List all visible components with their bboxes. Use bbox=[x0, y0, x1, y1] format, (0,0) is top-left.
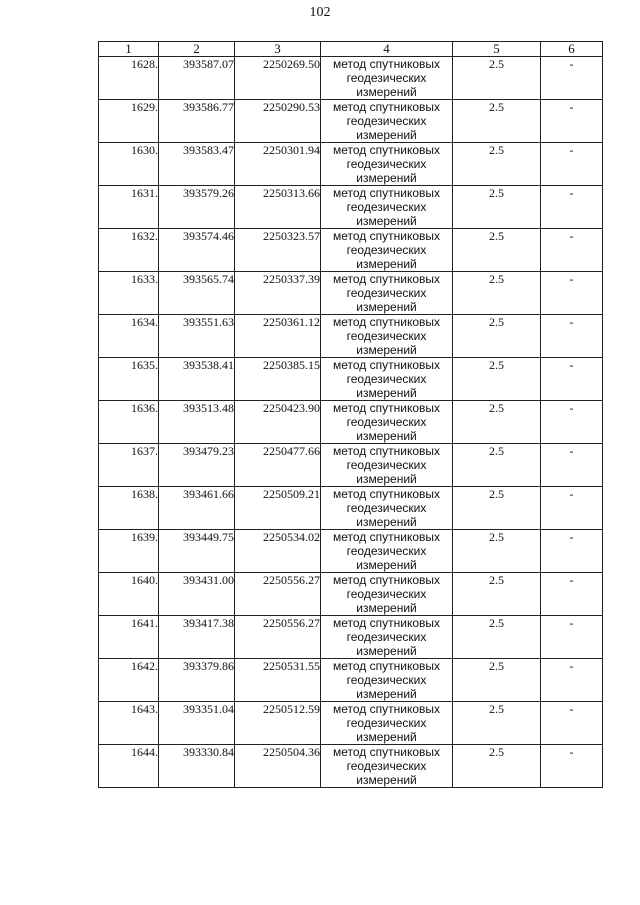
table-row bbox=[99, 530, 603, 573]
accuracy-cell: 2.5 bbox=[453, 616, 541, 659]
coordinate-y-cell: 2250556.27 bbox=[235, 573, 321, 616]
method-cell: метод спутниковых геодезических измерений bbox=[321, 57, 453, 100]
method-cell: метод спутниковых геодезических измерений bbox=[321, 100, 453, 143]
point-number-cell: 1644. bbox=[99, 745, 159, 788]
accuracy-cell: 2.5 bbox=[453, 487, 541, 530]
note-cell: - bbox=[541, 659, 603, 702]
column-header-3: 3 bbox=[235, 42, 321, 57]
table-row bbox=[99, 229, 603, 272]
table-row bbox=[99, 100, 603, 143]
method-cell: метод спутниковых геодезических измерений bbox=[321, 745, 453, 788]
note-cell: - bbox=[541, 444, 603, 487]
point-number-cell: 1635. bbox=[99, 358, 159, 401]
coordinate-x-cell: 393538.41 bbox=[159, 358, 235, 401]
method-cell: метод спутниковых геодезических измерений bbox=[321, 702, 453, 745]
method-cell: метод спутниковых геодезических измерений bbox=[321, 186, 453, 229]
table-body bbox=[99, 57, 603, 788]
note-cell: - bbox=[541, 530, 603, 573]
table-row bbox=[99, 702, 603, 745]
table-row bbox=[99, 315, 603, 358]
point-number-cell: 1641. bbox=[99, 616, 159, 659]
coordinate-y-cell: 2250313.66 bbox=[235, 186, 321, 229]
table-row bbox=[99, 57, 603, 100]
coordinate-y-cell: 2250290.53 bbox=[235, 100, 321, 143]
coordinate-x-cell: 393431.00 bbox=[159, 573, 235, 616]
column-header-5: 5 bbox=[453, 42, 541, 57]
coordinate-y-cell: 2250361.12 bbox=[235, 315, 321, 358]
point-number-cell: 1640. bbox=[99, 573, 159, 616]
table-row bbox=[99, 616, 603, 659]
coordinate-x-cell: 393461.66 bbox=[159, 487, 235, 530]
coordinate-x-cell: 393565.74 bbox=[159, 272, 235, 315]
method-cell: метод спутниковых геодезических измерений bbox=[321, 573, 453, 616]
coordinates-table bbox=[98, 41, 603, 788]
accuracy-cell: 2.5 bbox=[453, 229, 541, 272]
accuracy-cell: 2.5 bbox=[453, 702, 541, 745]
note-cell: - bbox=[541, 100, 603, 143]
note-cell: - bbox=[541, 702, 603, 745]
page-number: 102 bbox=[309, 5, 331, 20]
point-number-cell: 1633. bbox=[99, 272, 159, 315]
point-number-cell: 1643. bbox=[99, 702, 159, 745]
coordinate-y-cell: 2250556.27 bbox=[235, 616, 321, 659]
table-row bbox=[99, 745, 603, 788]
coordinate-y-cell: 2250423.90 bbox=[235, 401, 321, 444]
note-cell: - bbox=[541, 272, 603, 315]
note-cell: - bbox=[541, 143, 603, 186]
point-number-cell: 1628. bbox=[99, 57, 159, 100]
method-cell: метод спутниковых геодезических измерений bbox=[321, 659, 453, 702]
table-row bbox=[99, 186, 603, 229]
note-cell: - bbox=[541, 401, 603, 444]
method-cell: метод спутниковых геодезических измерений bbox=[321, 315, 453, 358]
accuracy-cell: 2.5 bbox=[453, 444, 541, 487]
method-cell: метод спутниковых геодезических измерений bbox=[321, 444, 453, 487]
accuracy-cell: 2.5 bbox=[453, 573, 541, 616]
coordinate-y-cell: 2250301.94 bbox=[235, 143, 321, 186]
note-cell: - bbox=[541, 57, 603, 100]
method-cell: метод спутниковых геодезических измерений bbox=[321, 487, 453, 530]
method-cell: метод спутниковых геодезических измерений bbox=[321, 401, 453, 444]
coordinate-x-cell: 393351.04 bbox=[159, 702, 235, 745]
coordinate-x-cell: 393513.48 bbox=[159, 401, 235, 444]
table-header-row bbox=[99, 42, 603, 57]
coordinate-y-cell: 2250385.15 bbox=[235, 358, 321, 401]
method-cell: метод спутниковых геодезических измерений bbox=[321, 358, 453, 401]
column-header-2: 2 bbox=[159, 42, 235, 57]
table-row bbox=[99, 358, 603, 401]
coordinate-x-cell: 393574.46 bbox=[159, 229, 235, 272]
point-number-cell: 1636. bbox=[99, 401, 159, 444]
point-number-cell: 1629. bbox=[99, 100, 159, 143]
accuracy-cell: 2.5 bbox=[453, 272, 541, 315]
note-cell: - bbox=[541, 573, 603, 616]
table-row bbox=[99, 401, 603, 444]
coordinate-y-cell: 2250534.02 bbox=[235, 530, 321, 573]
table-row bbox=[99, 272, 603, 315]
point-number-cell: 1639. bbox=[99, 530, 159, 573]
table-row bbox=[99, 573, 603, 616]
point-number-cell: 1630. bbox=[99, 143, 159, 186]
method-cell: метод спутниковых геодезических измерений bbox=[321, 229, 453, 272]
note-cell: - bbox=[541, 186, 603, 229]
accuracy-cell: 2.5 bbox=[453, 57, 541, 100]
method-cell: метод спутниковых геодезических измерений bbox=[321, 616, 453, 659]
method-cell: метод спутниковых геодезических измерений bbox=[321, 530, 453, 573]
coordinate-y-cell: 2250512.59 bbox=[235, 702, 321, 745]
table-row bbox=[99, 444, 603, 487]
note-cell: - bbox=[541, 487, 603, 530]
accuracy-cell: 2.5 bbox=[453, 745, 541, 788]
note-cell: - bbox=[541, 358, 603, 401]
table-row bbox=[99, 659, 603, 702]
coordinate-x-cell: 393587.07 bbox=[159, 57, 235, 100]
accuracy-cell: 2.5 bbox=[453, 659, 541, 702]
coordinate-y-cell: 2250323.57 bbox=[235, 229, 321, 272]
point-number-cell: 1637. bbox=[99, 444, 159, 487]
table-row bbox=[99, 487, 603, 530]
accuracy-cell: 2.5 bbox=[453, 143, 541, 186]
table-row bbox=[99, 143, 603, 186]
coordinate-x-cell: 393586.77 bbox=[159, 100, 235, 143]
accuracy-cell: 2.5 bbox=[453, 530, 541, 573]
accuracy-cell: 2.5 bbox=[453, 100, 541, 143]
coordinate-x-cell: 393579.26 bbox=[159, 186, 235, 229]
column-header-4: 4 bbox=[321, 42, 453, 57]
column-header-6: 6 bbox=[541, 42, 603, 57]
point-number-cell: 1642. bbox=[99, 659, 159, 702]
coordinate-x-cell: 393417.38 bbox=[159, 616, 235, 659]
point-number-cell: 1638. bbox=[99, 487, 159, 530]
point-number-cell: 1634. bbox=[99, 315, 159, 358]
coordinate-x-cell: 393583.47 bbox=[159, 143, 235, 186]
accuracy-cell: 2.5 bbox=[453, 401, 541, 444]
coordinate-x-cell: 393449.75 bbox=[159, 530, 235, 573]
coordinate-x-cell: 393379.86 bbox=[159, 659, 235, 702]
method-cell: метод спутниковых геодезических измерений bbox=[321, 143, 453, 186]
accuracy-cell: 2.5 bbox=[453, 358, 541, 401]
coordinate-y-cell: 2250504.36 bbox=[235, 745, 321, 788]
coordinate-x-cell: 393551.63 bbox=[159, 315, 235, 358]
coordinate-x-cell: 393479.23 bbox=[159, 444, 235, 487]
note-cell: - bbox=[541, 229, 603, 272]
coordinate-y-cell: 2250477.66 bbox=[235, 444, 321, 487]
coordinate-y-cell: 2250509.21 bbox=[235, 487, 321, 530]
coordinate-y-cell: 2250337.39 bbox=[235, 272, 321, 315]
point-number-cell: 1632. bbox=[99, 229, 159, 272]
coordinate-y-cell: 2250269.50 bbox=[235, 57, 321, 100]
point-number-cell: 1631. bbox=[99, 186, 159, 229]
accuracy-cell: 2.5 bbox=[453, 315, 541, 358]
coordinate-y-cell: 2250531.55 bbox=[235, 659, 321, 702]
accuracy-cell: 2.5 bbox=[453, 186, 541, 229]
note-cell: - bbox=[541, 616, 603, 659]
note-cell: - bbox=[541, 315, 603, 358]
coordinate-x-cell: 393330.84 bbox=[159, 745, 235, 788]
column-header-1: 1 bbox=[99, 42, 159, 57]
method-cell: метод спутниковых геодезических измерений bbox=[321, 272, 453, 315]
note-cell: - bbox=[541, 745, 603, 788]
